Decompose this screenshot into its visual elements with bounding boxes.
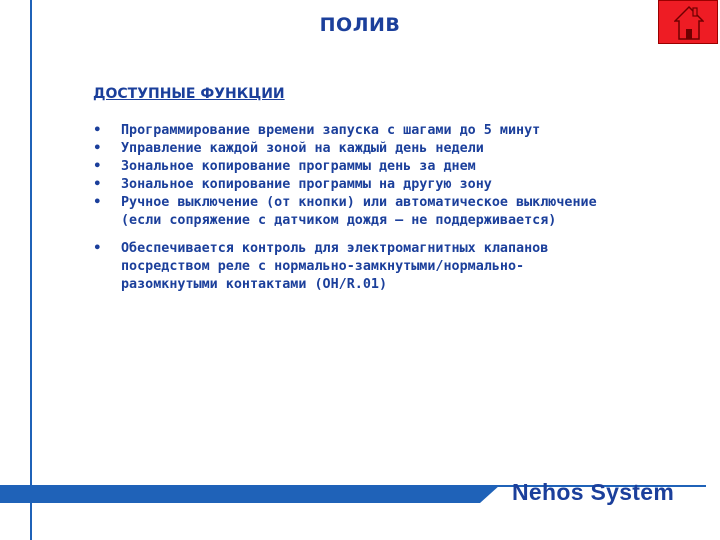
page-title: ПОЛИВ [319, 14, 401, 36]
feature-text: Зональное копирование программы на другую зону [121, 177, 492, 192]
feature-text: Зональное копирование программы день за днем [121, 159, 476, 174]
feature-text: Ручное выключение (от кнопки) или автоматическое выключение (если сопряжение с датчиком дождя – не поддерживается) [121, 195, 597, 228]
feature-text: Обеспечивается контроль для электромагнитных клапанов посредством реле с нормально-замкнутыми/нормально-разомкнутыми контактами (ОН/R.01) [121, 241, 549, 292]
bullet-icon: • [93, 195, 102, 210]
home-button[interactable] [658, 0, 718, 44]
left-vertical-rule [30, 0, 32, 540]
section-heading: ДОСТУПНЫЕ ФУНКЦИИ [93, 86, 285, 102]
feature-list [93, 122, 613, 294]
list-item [93, 194, 613, 230]
list-item [93, 140, 613, 158]
list-item [93, 158, 613, 176]
brand-logo: Nehos System [512, 479, 675, 505]
footer-bar [0, 485, 500, 503]
list-item [93, 240, 613, 294]
list-item [93, 122, 613, 140]
bullet-icon: • [93, 241, 102, 256]
bullet-icon: • [93, 141, 102, 156]
bullet-icon: • [93, 123, 102, 138]
bullet-icon: • [93, 159, 102, 174]
feature-text: Программирование времени запуска с шагами до 5 минут [121, 123, 541, 138]
home-icon [674, 5, 704, 41]
list-item [93, 176, 613, 194]
feature-text: Управление каждой зоной на каждый день недели [121, 141, 484, 156]
bullet-icon: • [93, 177, 102, 192]
